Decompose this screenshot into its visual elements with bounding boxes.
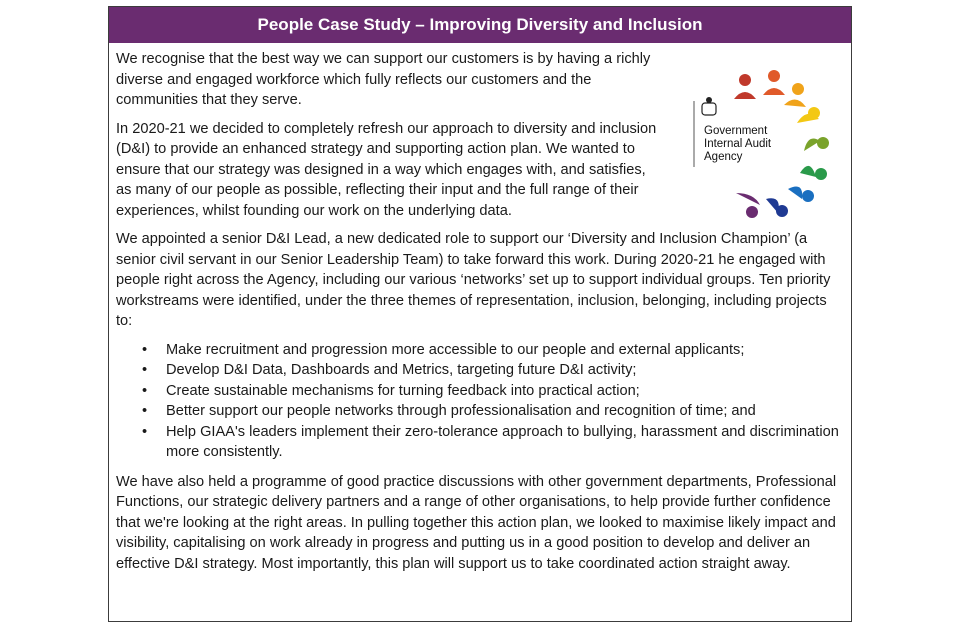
- case-study-title: People Case Study – Improving Diversity and Inclusion: [109, 7, 851, 43]
- list-item: • Help GIAA's leaders implement their zero-tolerance approach to bullying, harassment and discrimination more consistently.: [142, 423, 839, 460]
- case-study-content: [116, 49, 846, 582]
- logo-line-3: Agency: [704, 151, 743, 163]
- paragraph-3: We appointed a senior D&I Lead, a new dedicated role to support our ‘Diversity and Inclusion Champion’ (a senior civil servant in our Senior Leadership Team) to take forward this work. During 2020-21 he engaged with people right across the Agency, including our various ‘networks’ set up to support individual groups. Ten priority workstreams were identified, under the three themes of representation, inclusion, belonging, including projects to:: [116, 231, 831, 329]
- paragraph-1: We recognise that the best way we can support our customers is by having a richly diverse and engaged workforce which fully reflects our customers and the communities that they serve.: [116, 51, 651, 108]
- list-item: • Make recruitment and progression more accessible to our people and external applicants;: [142, 341, 745, 358]
- paragraph-4: We have also held a programme of good practice discussions with other government departments, Professional Functions, our strategic delivery partners and a range of other organisations, to help provide further confidence that we're looking at the right areas. In pulling together this action plan, we looked to maximise likely impact and visibility, capitalising on work already in progress and putting us in a good position to develop and deliver an effective D&I strategy. Most importantly, this plan will support us to take coordinated action straight away.: [116, 473, 837, 572]
- list-item: • Better support our people networks through professionalisation and recognition of time; and: [142, 403, 756, 419]
- paragraph-2: In 2020-21 we decided to completely refresh our approach to diversity and inclusion (D&I) to provide an enhanced strategy and supporting action plan. We wanted to ensure that our strategy was designed in a way which engages with, and satisfies, as many of our people as possible, reflecting their input and the full range of their experiences, whilst founding our work on the underlying data.: [116, 120, 657, 219]
- workstream-list: [116, 340, 846, 463]
- list-item: • Develop D&I Data, Dashboards and Metrics, targeting future D&I activity;: [142, 362, 637, 378]
- list-item: • Create sustainable mechanisms for turning feedback into practical action;: [142, 382, 640, 399]
- logo-line-2: Internal Audit: [704, 138, 772, 150]
- case-study-box: [108, 6, 852, 622]
- logo-line-1: Government: [704, 125, 768, 137]
